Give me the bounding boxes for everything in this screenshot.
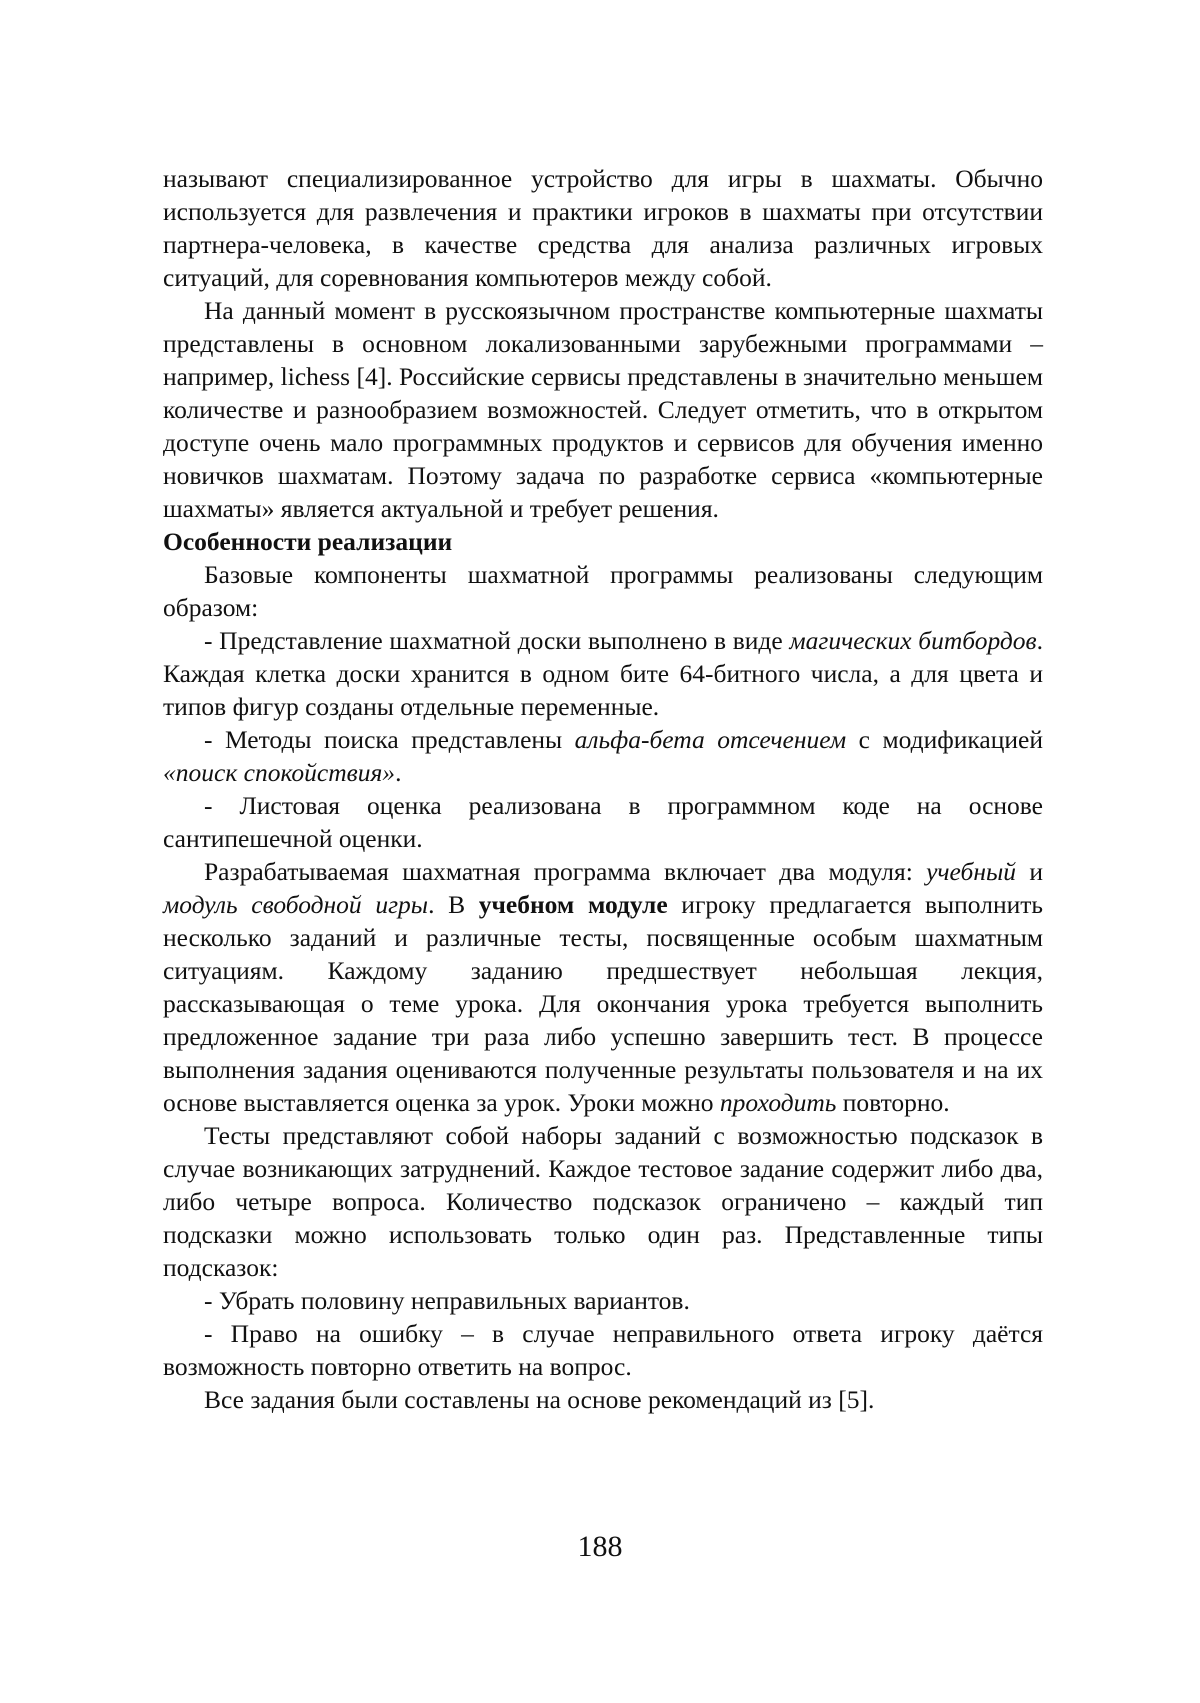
bold-term: учебном модуле — [478, 890, 668, 919]
paragraph-tests: Тесты представляют собой наборы заданий с возможностью подсказок в случае возникающих затруднений. Каждое тестовое задание содержит либо два, либо четыре вопроса. Количество подсказок ограничено – каждый тип подсказки можно использовать только один раз. Представленные типы подсказок: — [163, 1121, 1043, 1282]
list-item-search: - Методы поиска представлены альфа-бета отсечением с модификацией «поиск спокойствия». — [163, 725, 1043, 787]
paragraph-russian-services: На данный момент в русскоязычном пространстве компьютерные шахматы представлены в основном локализованными зарубежными программами – например, lichess [4]. Российские сервисы представлены в значительно меньшем количестве и разнообразием возможностей. Следует отметить, что в открытом доступе очень мало программных продуктов и сервисов для обучения именно новичков шахматам. Поэтому задача по разработке сервиса «компьютерные шахматы» является актуальной и требует решения. — [163, 296, 1043, 523]
paragraph-base-components: Базовые компоненты шахматной программы реализованы следующим образом: — [163, 560, 1043, 622]
italic-term: альфа-бета отсечением — [574, 725, 847, 754]
italic-term: модуль свободной игры — [163, 890, 429, 919]
italic-term: проходить — [719, 1088, 837, 1117]
list-item-hint-half: - Убрать половину неправильных вариантов. — [204, 1286, 690, 1315]
paragraph-intro-continuation: называют специализированное устройство для игры в шахматы. Обычно используется для развлечения и практики игроков в шахматы при отсутствии партнера-человека, в качестве средства для анализа различных игровых ситуаций, для соревнования компьютеров между собой. — [163, 164, 1043, 292]
italic-term: «поиск спокойствия» — [163, 758, 396, 787]
section-heading: Особенности реализации — [163, 527, 453, 556]
document-page — [163, 162, 1043, 1416]
italic-term: учебный — [926, 857, 1017, 886]
paragraph-tasks-source: Все задания были составлены на основе рекомендаций из [5]. — [204, 1385, 875, 1414]
list-item-evaluation: - Листовая оценка реализована в программном коде на основе сантипешечной оценки. — [163, 791, 1043, 853]
list-item-bitboards: - Представление шахматной доски выполнено в виде магических битбордов. Каждая клетка доски хранится в одном бите 64-битного числа, а для цвета и типов фигур созданы отдельные переменные. — [163, 626, 1043, 721]
list-item-hint-mistake: - Право на ошибку – в случае неправильного ответа игроку даётся возможность повторно ответить на вопрос. — [163, 1319, 1043, 1381]
page-number: 188 — [577, 1530, 623, 1563]
paragraph-modules: Разрабатываемая шахматная программа включает два модуля: учебный и модуль свободной игры. В учебном модуле игроку предлагается выполнить несколько заданий и различные тесты, посвященные особым шахматным ситуациям. Каждому заданию предшествует небольшая лекция, рассказывающая о теме урока. Для окончания урока требуется выполнить предложенное задание три раза либо успешно завершить тест. В процессе выполнения задания оцениваются полученные результаты пользователя и на их основе выставляется оценка за урок. Уроки можно проходить повторно. — [163, 857, 1044, 1117]
italic-term: магических битбордов — [789, 626, 1037, 655]
